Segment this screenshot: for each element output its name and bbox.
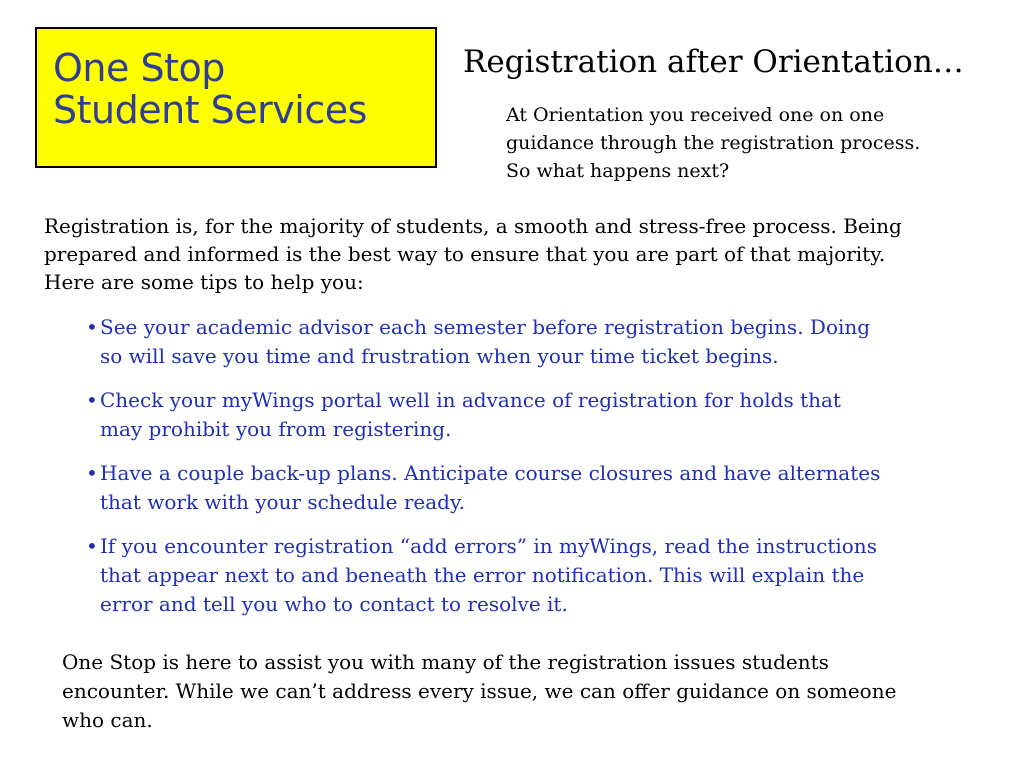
- tip-item: [86, 532, 966, 619]
- intro-paragraph: [506, 101, 976, 185]
- tip-line: Have a couple back-up plans. Anticipate course closures and have alternates: [100, 461, 881, 485]
- tip-line: If you encounter registration “add errors” in myWings, read the instructions: [100, 534, 877, 558]
- closing-line-1: One Stop is here to assist you with many of the registration issues students: [62, 650, 829, 674]
- tip-line: that appear next to and beneath the error notification. This will explain the: [100, 563, 865, 587]
- tip-line: error and tell you who to contact to resolve it.: [100, 592, 568, 616]
- tip-line: may prohibit you from registering.: [100, 417, 452, 441]
- logo-line-1: One Stop: [53, 46, 225, 90]
- intro-line-3: So what happens next?: [506, 160, 730, 182]
- tip-line: that work with your schedule ready.: [100, 490, 465, 514]
- tip-item: [86, 459, 966, 517]
- lead-line-3: Here are some tips to help you:: [44, 270, 364, 294]
- bullet-icon: •: [86, 461, 98, 485]
- closing-paragraph: [62, 648, 962, 735]
- one-stop-logo: [35, 27, 437, 168]
- lead-line-1: Registration is, for the majority of students, a smooth and stress-free process. Being: [44, 214, 902, 238]
- bullet-icon: •: [86, 534, 98, 558]
- bullet-icon: •: [86, 315, 98, 339]
- tips-list: [86, 313, 966, 634]
- logo-text: [53, 47, 367, 131]
- logo-line-2: Student Services: [53, 88, 367, 132]
- lead-paragraph: [44, 212, 984, 296]
- lead-line-2: prepared and informed is the best way to ensure that you are part of that majority.: [44, 242, 886, 266]
- tip-line: so will save you time and frustration when your time ticket begins.: [100, 344, 779, 368]
- intro-line-1: At Orientation you received one on one: [506, 104, 885, 126]
- page-title: Registration after Orientation…: [463, 44, 964, 80]
- closing-line-2: encounter. While we can’t address every issue, we can offer guidance on someone: [62, 679, 897, 703]
- bullet-icon: •: [86, 388, 98, 412]
- tip-item: [86, 386, 966, 444]
- tip-line: See your academic advisor each semester before registration begins. Doing: [100, 315, 871, 339]
- closing-line-3: who can.: [62, 708, 153, 732]
- tip-line: Check your myWings portal well in advance of registration for holds that: [100, 388, 841, 412]
- intro-line-2: guidance through the registration process.: [506, 132, 921, 154]
- tip-item: [86, 313, 966, 371]
